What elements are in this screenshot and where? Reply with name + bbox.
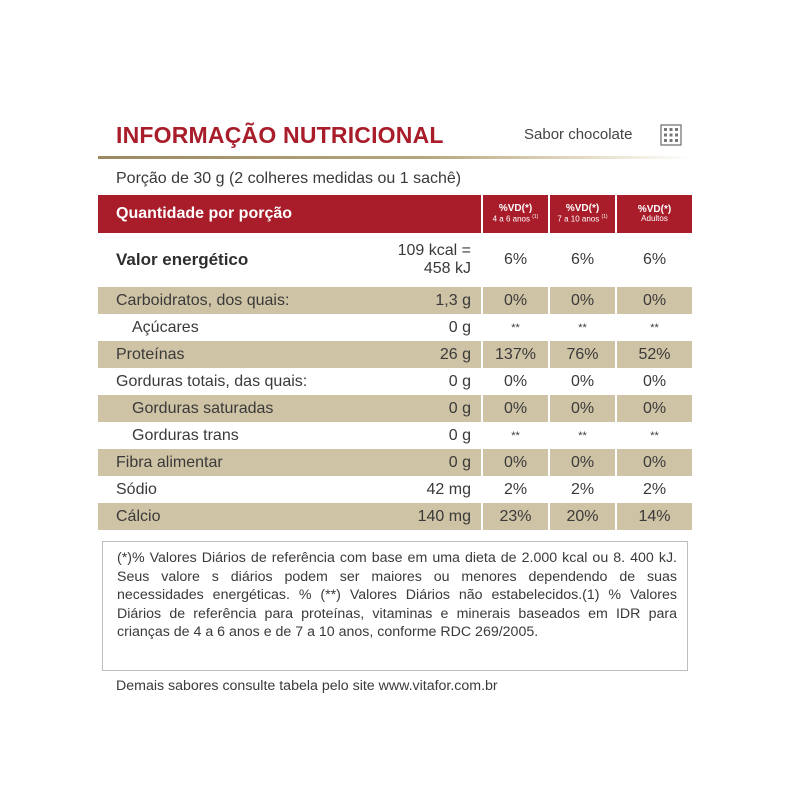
vd-value: 52% (615, 341, 692, 368)
amount-kj: 458 kJ (423, 260, 471, 277)
vd-value: 0% (548, 449, 615, 476)
vd-header-7-10 (548, 195, 615, 233)
nutrition-card (98, 118, 692, 694)
vd-value: ** (481, 422, 548, 449)
vd-header-subtitle: Adultos (641, 214, 668, 224)
table-row (98, 368, 692, 395)
vd-value: 0% (615, 395, 692, 422)
page-title: INFORMAÇÃO NUTRICIONAL (116, 122, 444, 148)
header-rule (98, 156, 692, 159)
vd-header-subtitle (483, 215, 548, 224)
portion-text: Porção de 30 g (2 colheres medidas ou 1 sachê) (116, 170, 462, 187)
table-row (98, 287, 692, 314)
vd-value: 0% (548, 368, 615, 395)
vd-value: 76% (548, 341, 615, 368)
quantity-header: Quantidade por porção (116, 205, 293, 222)
nutrient-name: Proteínas (116, 345, 185, 363)
nutrient-name: Gorduras totais, das quais: (116, 372, 308, 390)
table-row (98, 395, 692, 422)
card-header (98, 118, 692, 154)
nutrient-name: Carboidratos, dos quais: (116, 291, 290, 309)
vd-value: 0% (481, 368, 548, 395)
vd-value: 20% (548, 503, 615, 530)
table-row (98, 341, 692, 368)
vd-value: 2% (481, 476, 548, 503)
vd-header-note: (1) (601, 213, 608, 220)
vd-header-adults (615, 195, 692, 233)
vd-value: ** (615, 314, 692, 341)
nutrient-amount: 140 mg (417, 507, 471, 525)
vd-value: 6% (481, 233, 548, 287)
nutrient-amount: 0 g (448, 372, 471, 390)
flavor-label: Sabor chocolate (524, 126, 633, 143)
vd-value: 0% (548, 287, 615, 314)
table-row (98, 233, 692, 287)
vd-value: 0% (548, 395, 615, 422)
nutrient-amount: 0 g (448, 426, 471, 444)
table-row (98, 314, 692, 341)
vd-header-4-6 (481, 195, 548, 233)
nutrient-name: Açúcares (132, 318, 199, 336)
nutrient-name: Valor energético (116, 250, 249, 269)
table-header (98, 195, 692, 233)
vd-value: 0% (615, 368, 692, 395)
table-row (98, 503, 692, 530)
vd-header-subtitle (550, 215, 615, 224)
vd-value: ** (548, 314, 615, 341)
nutrient-amount: 0 g (448, 318, 471, 336)
footer-text: Demais sabores consulte tabela pelo site www.vitafor.com.br (116, 678, 498, 694)
vd-value: 137% (481, 341, 548, 368)
footnotes-box: (*)% Valores Diários de referência com base em uma dieta de 2.000 kcal ou 8. 400 kJ. Seus valore s diários podem ser maiores ou menores dependendo de suas necessidades energéticas. % (**) Valores Diários não estabelecidos.(1) % Valores Diários de referência para proteínas, vitaminas e minerais baseados em IDR para crianças de 4 a 6 anos e de 7 a 10 anos, conforme RDC 269/2005. (102, 541, 688, 671)
nutrient-name: Fibra alimentar (116, 453, 223, 471)
table-row (98, 422, 692, 449)
vd-value: 2% (548, 476, 615, 503)
nutrition-table (98, 195, 692, 530)
vd-value: ** (548, 422, 615, 449)
vd-value: 14% (615, 503, 692, 530)
vd-header-age: 4 a 6 anos (492, 214, 530, 224)
vd-header-note: (1) (532, 213, 539, 220)
vd-value: 0% (615, 449, 692, 476)
vd-value: ** (615, 422, 692, 449)
vd-value: 2% (615, 476, 692, 503)
vd-value: 0% (481, 287, 548, 314)
table-row (98, 449, 692, 476)
nutrient-name: Cálcio (116, 507, 161, 525)
nutrient-amount (383, 242, 481, 277)
vd-value: ** (481, 314, 548, 341)
nutrient-amount: 42 mg (426, 480, 471, 498)
nutrient-amount: 0 g (448, 399, 471, 417)
vd-header-age: 7 a 10 anos (557, 214, 600, 224)
vd-header-title: %VD(*) (637, 203, 672, 215)
nutrient-name: Gorduras saturadas (132, 399, 274, 417)
amount-kcal: 109 kcal = (397, 242, 471, 260)
vd-value: 0% (615, 287, 692, 314)
nutrient-amount: 0 g (448, 453, 471, 471)
nutrient-name: Sódio (116, 480, 157, 498)
vd-value: 6% (615, 233, 692, 287)
nutrient-amount: 26 g (439, 345, 471, 363)
vd-header-title: %VD(*) (498, 203, 533, 215)
nutrient-amount: 1,3 g (435, 291, 471, 309)
vd-value: 6% (548, 233, 615, 287)
vd-value: 23% (481, 503, 548, 530)
grid-icon (660, 124, 682, 146)
vd-value: 0% (481, 449, 548, 476)
nutrient-name: Gorduras trans (132, 426, 239, 444)
table-row (98, 476, 692, 503)
vd-value: 0% (481, 395, 548, 422)
vd-header-title: %VD(*) (565, 203, 600, 215)
